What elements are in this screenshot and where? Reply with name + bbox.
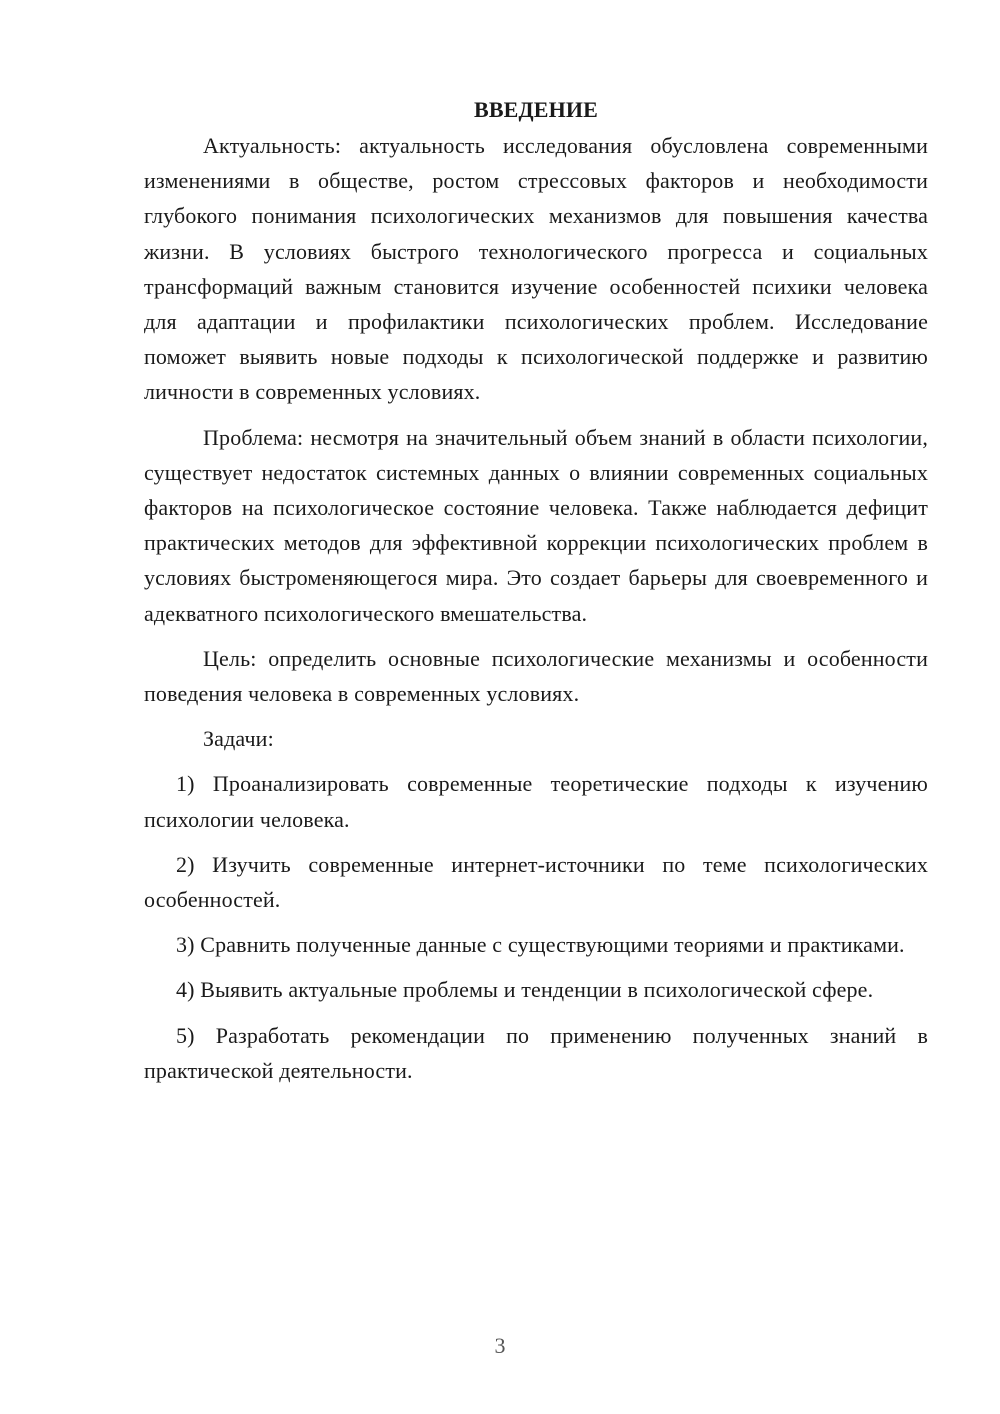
list-item: 1) Проанализировать современные теоретические подходы к изучению психологии человека.: [144, 771, 928, 832]
list-item: 5) Разработать рекомендации по применению полученных знаний в практической деятельности.: [144, 1022, 928, 1083]
goal-paragraph: Цель: определить основные психологические механизмы и особенности поведения человека в современных условиях.: [144, 645, 928, 707]
list-item: 2) Изучить современные интернет-источники по теме психологических особенностей.: [144, 851, 928, 913]
problem-paragraph: Проблема: несмотря на значительный объем знаний в области психологии, существует недостаток системных данных о влиянии современных социальных факторов на психологическое состояние человека. Также наблюдается дефицит практических методов для эффективной коррекции психологических проблем в условиях быстроменяющегося мира. Это создает барьеры для своевременного и адекватного психологического вмешательства.: [144, 424, 928, 626]
section-title: ВВЕДЕНИЕ: [474, 97, 598, 122]
list-item: 4) Выявить актуальные проблемы и тенденции в психологической сфере.: [176, 977, 874, 1003]
tasks-list: [144, 766, 928, 1088]
document-page: [144, 92, 928, 1098]
page-number: 3: [494, 1333, 506, 1358]
relevance-paragraph: Актуальность: актуальность исследования обусловлена современными изменениями в обществе, ростом стрессовых факторов и необходимости глубокого понимания психологических механизмов для повышения качества жизни. В условиях быстрого технологического прогресса и социальных трансформаций важным становится изучение особенностей психики человека для адаптации и профилактики психологических проблем. Исследование поможет выявить новые подходы к психологической поддержке и развитию личности в современных условиях.: [144, 133, 928, 405]
list-item: 3) Сравнить полученные данные с существующими теориями и практиками.: [176, 932, 905, 958]
tasks-heading: Задачи:: [203, 726, 274, 752]
